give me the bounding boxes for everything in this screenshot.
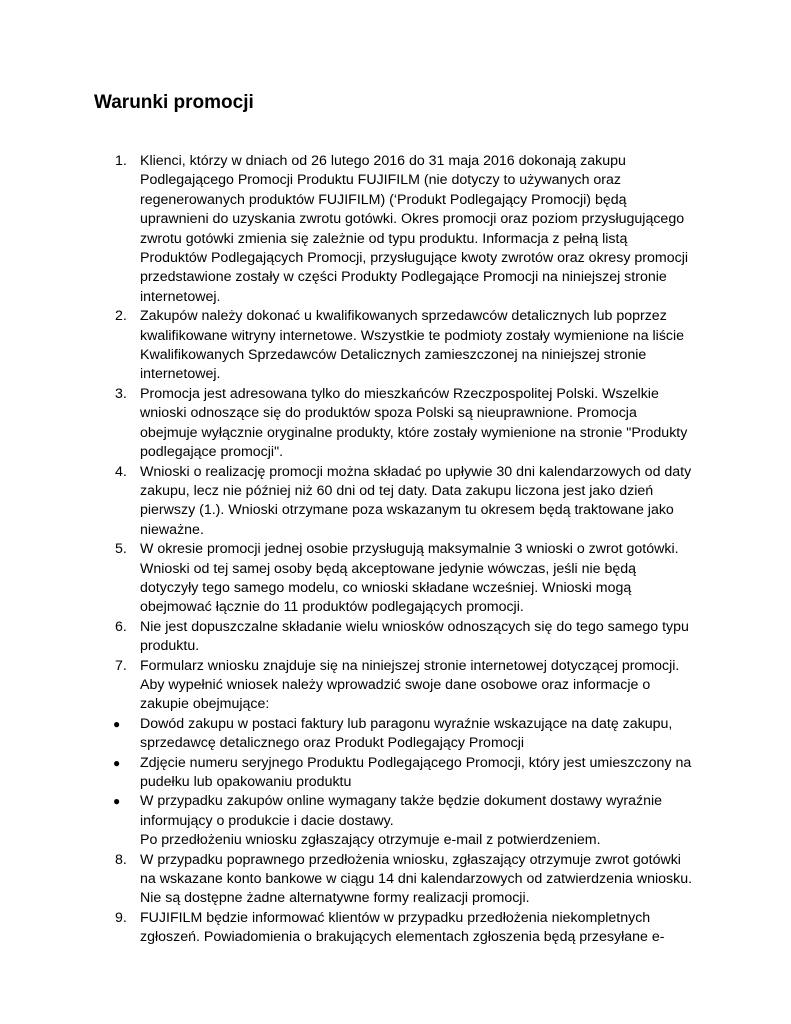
- text-line: Promocja jest adresowana tylko do mieszkańców Rzeczpospolitej Polski. Wszelkie: [140, 385, 659, 402]
- text-line: pudełku lub opakowaniu produktu: [140, 774, 352, 790]
- text-line: Wnioski od tej samej osoby będą akceptowane jedynie wówczas, jeśli nie będą: [140, 560, 637, 577]
- item-number: 8.: [115, 851, 127, 868]
- text-line: Nie jest dopuszczalne składanie wielu wniosków odnoszących się do tego samego typu: [140, 618, 689, 635]
- bullet-item: [0, 792, 791, 850]
- text-line: Wnioski o realizację promocji można składać po upływie 30 dni kalendarzowych od daty: [140, 463, 692, 480]
- text-line: przedstawione zostały w części Produkty Podlegające Promocji na niniejszej stronie: [140, 269, 667, 286]
- text-line: obejmować łącznie do 11 produktów podlegających promocji.: [140, 599, 524, 616]
- item-text: [140, 909, 751, 948]
- numbered-item: [0, 618, 791, 657]
- numbered-item: [0, 307, 791, 385]
- text-line: Po przedłożeniu wniosku zgłaszający otrzymuje e-mail z potwierdzeniem.: [140, 832, 601, 849]
- text-line: zakupu, lecz nie później niż 60 dni od tej daty. Data zakupu liczona jest jako dzień: [140, 482, 654, 499]
- item-number: 2.: [115, 308, 127, 325]
- numbered-item: [0, 909, 791, 948]
- numbered-item: [0, 463, 791, 541]
- item-number: 4.: [115, 463, 127, 480]
- terms-list: [0, 152, 791, 948]
- text-line: kwalifikowane witryny internetowe. Wszystkie te podmioty zostały wymienione na liście: [140, 327, 685, 344]
- bullet-marker: ●: [113, 716, 121, 731]
- item-number: 3.: [115, 385, 127, 402]
- text-line: W okresie promocji jednej osobie przysługują maksymalnie 3 wnioski o zwrot gotówki.: [140, 541, 679, 558]
- item-number: 1.: [115, 153, 127, 169]
- text-line: Aby wypełnić wniosek należy wprowadzić swoje dane osobowe oraz informacje o: [140, 676, 651, 693]
- text-line: Dowód zakupu w postaci faktury lub paragonu wyraźnie wskazujące na datę zakupu,: [140, 715, 673, 732]
- text-line: W przypadku zakupów online wymagany także będzie dokument dostawy wyraźnie: [140, 793, 663, 810]
- item-text: [140, 152, 751, 307]
- bullet-marker: ●: [113, 755, 121, 770]
- text-line: zwrotu gotówki zmienia się zależnie od typu produktu. Informacja z pełną listą: [140, 230, 628, 247]
- item-text: [140, 618, 751, 657]
- text-line: zgłoszeń. Powiadomienia o brakujących elementach zgłoszenia będą przesyłane e-: [140, 929, 665, 946]
- item-text: [140, 463, 751, 541]
- text-line: Klienci, którzy w dniach od 26 lutego 2016 do 31 maja 2016 dokonają zakupu: [140, 153, 626, 169]
- numbered-item: [0, 657, 791, 715]
- item-text: [140, 754, 751, 793]
- text-line: informujący o produkcie i dacie dostawy.: [140, 812, 394, 829]
- item-text: [140, 307, 751, 385]
- text-line: zakupie obejmujące:: [140, 696, 270, 713]
- item-text: [140, 851, 751, 909]
- bullet-item: [0, 754, 791, 793]
- text-line: W przypadku poprawnego przedłożenia wniosku, zgłaszający otrzymuje zwrot gotówki: [140, 851, 681, 868]
- item-text: [140, 657, 751, 715]
- text-line: Podlegającego Promocji Produktu FUJIFILM (nie dotyczy to używanych oraz: [140, 172, 622, 189]
- item-number: 7.: [115, 657, 127, 674]
- text-line: pierwszy (1.). Wnioski otrzymane poza wskazanym tu okresem będą traktowane jako: [140, 502, 674, 519]
- text-line: Zakupów należy dokonać u kwalifikowanych sprzedawców detalicznych lub poprzez: [140, 308, 667, 325]
- text-line: Nie są dostępne żadne alternatywne formy realizacji promocji.: [140, 890, 530, 907]
- text-line: Zdjęcie numeru seryjnego Produktu Podlegającego Promocji, który jest umieszczony na: [140, 754, 692, 771]
- item-text: [140, 715, 751, 754]
- numbered-item: [0, 385, 791, 463]
- item-text: [140, 540, 751, 618]
- item-text: [140, 792, 751, 850]
- numbered-item: [0, 851, 791, 909]
- text-line: Produktów Podlegających Promocji, przysługujące kwoty zwrotów oraz okresy promocji: [140, 250, 689, 267]
- numbered-item: [0, 152, 791, 307]
- numbered-item: [0, 540, 791, 618]
- text-line: internetowej.: [140, 288, 221, 305]
- item-number: 5.: [115, 541, 127, 558]
- text-line: na wskazane konto bankowe w ciągu 14 dni kalendarzowych od zatwierdzenia wniosku.: [140, 871, 693, 888]
- page-title: Warunki promocji: [94, 92, 254, 113]
- text-line: regenerowanych produktów FUJIFILM) (‘Produkt Podlegający Promocji) będą: [140, 191, 627, 208]
- text-line: nieważne.: [140, 521, 204, 538]
- text-line: wnioski odnoszące się do produktów spoza Polski są nieuprawnione. Promocja: [140, 405, 637, 422]
- text-line: uprawnieni do uzyskania zwrotu gotówki. Okres promocji oraz poziom przysługującego: [140, 211, 685, 228]
- text-line: obejmuje wyłącznie oryginalne produkty, które zostały wymienione na stronie "Produkty: [140, 424, 688, 441]
- text-line: internetowej.: [140, 366, 221, 383]
- text-line: Formularz wniosku znajduje się na niniejszej stronie internetowej dotyczącej promocji.: [140, 657, 680, 674]
- item-number: 6.: [115, 618, 127, 635]
- bullet-item: [0, 715, 791, 754]
- text-line: podlegające promocji".: [140, 444, 284, 461]
- text-line: sprzedawcę detalicznego oraz Produkt Podlegający Promocji: [140, 735, 525, 752]
- text-line: dotyczyły tego samego modelu, co wnioski składane wcześniej. Wnioski mogą: [140, 579, 632, 596]
- text-line: FUJIFILM będzie informować klientów w przypadku przedłożenia niekompletnych: [140, 909, 651, 926]
- item-number: 9.: [115, 909, 127, 926]
- bullet-marker: ●: [113, 794, 121, 809]
- text-line: Kwalifikowanych Sprzedawców Detalicznych zamieszczonej na niniejszej stronie: [140, 347, 647, 364]
- text-line: produktu.: [140, 638, 200, 655]
- item-text: [140, 385, 751, 463]
